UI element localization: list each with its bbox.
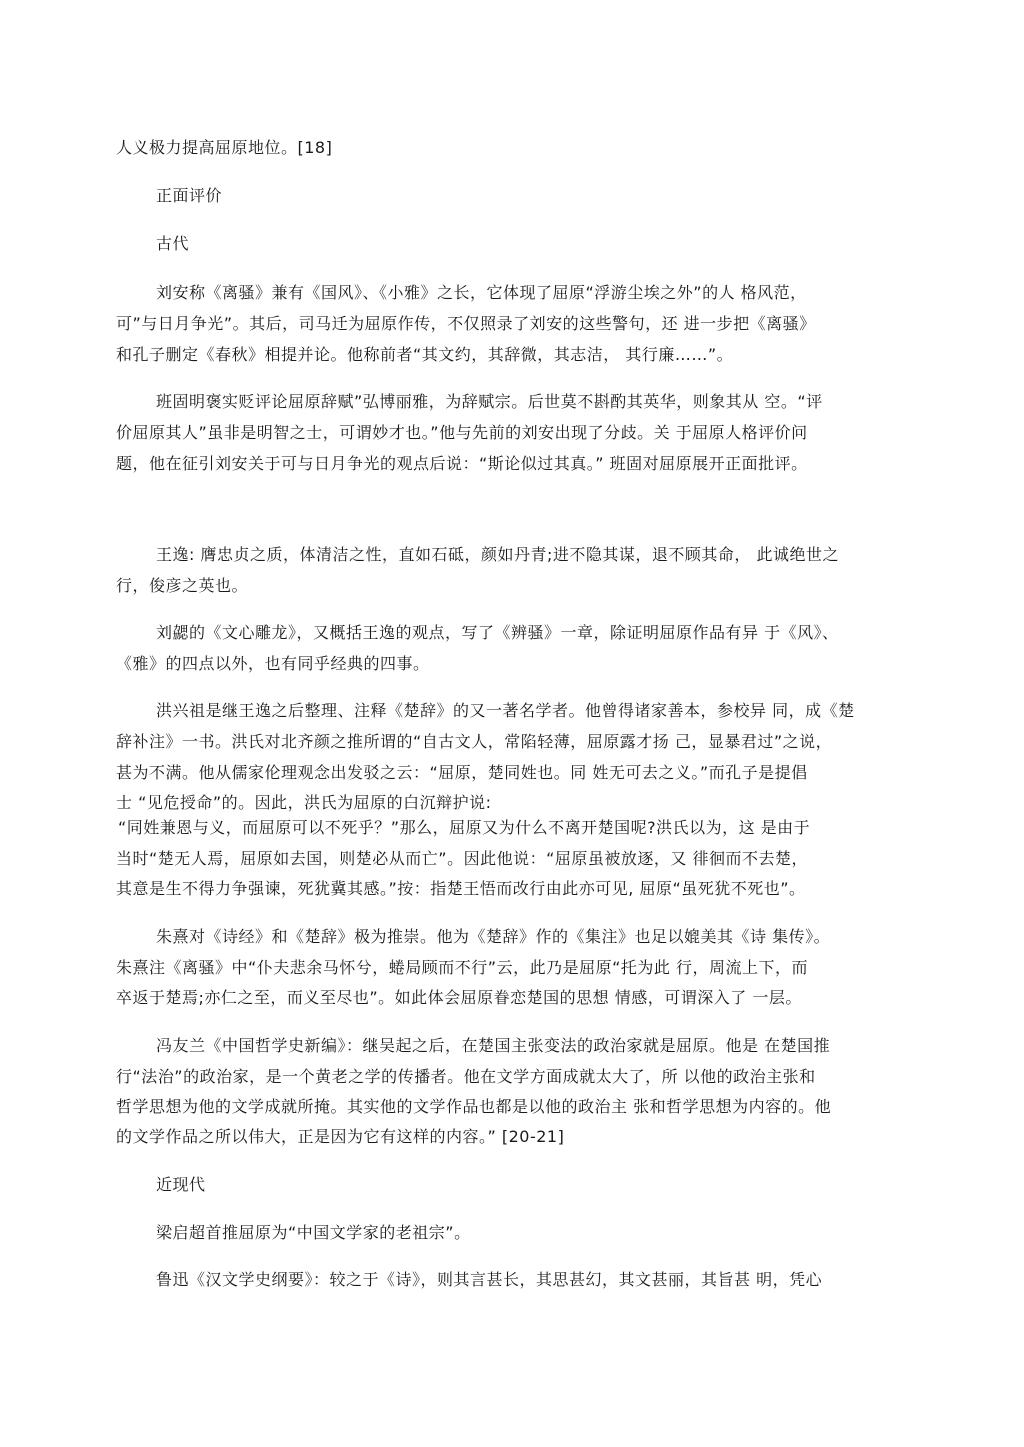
paragraph-line: 价屈原其人”虽非是明智之士，可谓妙才也。”他与先前的刘安出现了分歧。关 于屈原人格评价问 [116, 423, 808, 442]
paragraph-line: 和孔子删定《春秋》相提并论。他称前者“其文约，其辞微，其志洁， 其行廉……”。 [116, 345, 734, 364]
paragraph-line: 朱熹注《离骚》中“仆夫悲余马怀兮，蜷局顾而不行”云，此乃是屈原“托为此 行，周流上下，而 [116, 958, 808, 977]
text-line: 人义极力提高屈原地位。[18] [116, 138, 333, 157]
subsection-heading: 近现代 [156, 1175, 206, 1194]
subsection-heading: 古代 [156, 234, 190, 253]
paragraph-line: 朱熹对《诗经》和《楚辞》极为推崇。他为《楚辞》作的《集注》也足以媲美其《诗 集传》。 [156, 927, 831, 946]
paragraph-line: 卒返于楚焉;亦仁之至，而义至尽也”。如此体会屈原眷恋楚国的思想 情感，可谓深入了 一层。 [116, 988, 802, 1007]
paragraph-line: 冯友兰《中国哲学史新编》：继吴起之后，在楚国主张变法的政治家就是屈原。他是 在楚国推 [156, 1036, 831, 1055]
paragraph-line: 王逸: 膺忠贞之质，体清洁之性，直如石砥，颜如丹青;进不隐其谋，退不顾其命， 此诚绝世之 [156, 545, 839, 564]
paragraph-line: 行，俊彦之英也。 [116, 576, 249, 595]
paragraph-line: 题，他在征引刘安关于可与日月争光的观点后说：“斯论似过其真。” 班固对屈原展开正面批评。 [116, 454, 808, 473]
paragraph-line: 《雅》的四点以外，也有同乎经典的四事。 [116, 654, 430, 673]
paragraph-line: 的文学作品之所以伟大，正是因为它有这样的内容。” [20-21] [116, 1127, 565, 1146]
paragraph-line: 可”与日月争光”。其后，司马迁为屈原作传，不仅照录了刘安的这些警句，还 进一步把《离骚》 [116, 314, 816, 333]
paragraph-line: 洪兴祖是继王逸之后整理、注释《楚辞》的又一著名学者。他曾得诸家善本，参校异 同，成《楚 [156, 701, 855, 720]
paragraph-line: 刘勰的《文心雕龙》，又概括王逸的观点，写了《辨骚》一章，除证明屈原作品有异 于《风》、 [156, 623, 839, 642]
paragraph-line: 士 “见危授命”的。因此，洪氏为屈原的白沉辩护说: [116, 793, 492, 812]
paragraph-line: 行“法治”的政治家，是一个黄老之学的传播者。他在文学方面成就太大了，所 以他的政治主张和 [116, 1067, 816, 1086]
paragraph-line: 甚为不满。他从儒家伦理观念出发驳之云：“屈原，楚同姓也。同 姓无可去之义。”而孔子是提倡 [116, 763, 808, 782]
section-heading: 正面评价 [156, 186, 223, 205]
paragraph-line: 鲁迅《汉文学史纲要》：较之于《诗》，则其言甚长，其思甚幻，其文甚丽，其旨甚 明，凭心 [156, 1270, 823, 1289]
paragraph-line: 辞补注》一书。洪氏对北齐颜之推所谓的“自古文人，常陷轻薄，屈原露才扬 己，显暴君过”之说， [116, 732, 833, 751]
paragraph-line: 刘安称《离骚》兼有《国风》、《小雅》之长，它体现了屈原“浮游尘埃之外”的人 格风范， [156, 283, 807, 302]
paragraph-line: 当时“楚无人焉，屈原如去国，则楚必从而亡”。因此他说：“屈原虽被放逐，又 徘徊而不去楚， [116, 849, 808, 868]
paragraph-line: 班固明褒实贬评论屈原辞赋”弘博丽雅，为辞赋宗。后世莫不斟酌其英华，则象其从 空。“评 [156, 392, 823, 411]
paragraph-line: 梁启超首推屈原为“中国文学家的老祖宗”。 [156, 1223, 471, 1242]
paragraph-line: 哲学思想为他的文学成就所掩。其实他的文学作品也都是以他的政治主 张和哲学思想为内容的。他 [116, 1097, 832, 1116]
paragraph-line: 其意是生不得力争强谏，死犹冀其感。”按：指楚王悟而改行由此亦可见, 屈原“虽死犹不死也”。 [116, 879, 806, 898]
paragraph-line: “同姓兼恩与义，而屈原可以不死乎？”那么，屈原又为什么不离开楚国呢?洪氏以为，这 是由于 [118, 818, 811, 837]
